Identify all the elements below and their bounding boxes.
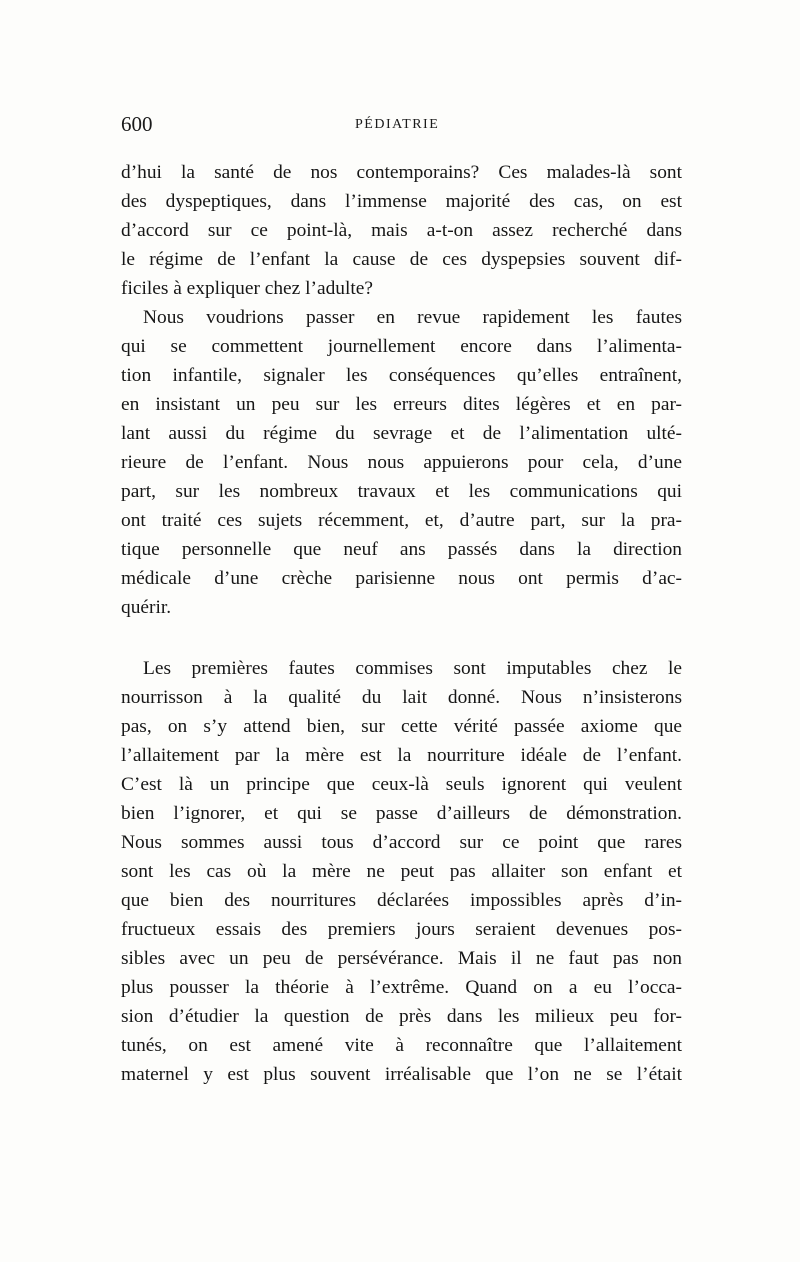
- paragraph-3: [121, 654, 682, 1089]
- text-line: ficiles à expliquer chez l’adulte?: [121, 278, 373, 299]
- text-line: Nous voudrions passer en revue rapidement les fautes: [143, 307, 682, 328]
- text-line: quérir.: [121, 597, 172, 618]
- text-line: d’hui la santé de nos contemporains? Ces malades-là sont: [121, 162, 682, 183]
- text-line: sibles avec un peu de persévérance. Mais il ne faut pas non: [121, 948, 682, 969]
- text-line: rieure de l’enfant. Nous nous appuierons pour cela, d’une: [121, 452, 682, 473]
- text-line: lant aussi du régime du sevrage et de l’alimentation ulté-: [121, 423, 682, 444]
- text-line: le régime de l’enfant la cause de ces dyspepsies souvent dif-: [121, 249, 682, 270]
- paragraph-2: [121, 303, 682, 622]
- text-line: bien l’ignorer, et qui se passe d’ailleurs de démonstration.: [121, 803, 682, 824]
- text-line: sont les cas où la mère ne peut pas allaiter son enfant et: [121, 861, 682, 882]
- text-line: en insistant un peu sur les erreurs dites légères et en par-: [121, 394, 682, 415]
- text-line: plus pousser la théorie à l’extrême. Quand on a eu l’occa-: [121, 977, 682, 998]
- text-line: fructueux essais des premiers jours seraient devenues pos-: [121, 919, 682, 940]
- text-line: tique personnelle que neuf ans passés dans la direction: [121, 539, 682, 560]
- running-head: [121, 112, 682, 142]
- text-line: Les premières fautes commises sont imputables chez le: [143, 658, 682, 679]
- text-line: nourrisson à la qualité du lait donné. Nous n’insisterons: [121, 687, 682, 708]
- text-line: qui se commettent journellement encore dans l’alimenta-: [121, 336, 682, 357]
- text-line: d’accord sur ce point-là, mais a-t-on assez recherché dans: [121, 220, 682, 241]
- text-line: maternel y est plus souvent irréalisable que l’on ne se l’était: [121, 1064, 682, 1085]
- text-line: C’est là un principe que ceux-là seuls ignorent qui veulent: [121, 774, 682, 795]
- text-line: sion d’étudier la question de près dans les milieux peu for-: [121, 1006, 682, 1027]
- text-line: médicale d’une crèche parisienne nous ont permis d’ac-: [121, 568, 682, 589]
- running-title: PÉDIATRIE: [355, 117, 440, 132]
- text-line: Nous sommes aussi tous d’accord sur ce point que rares: [121, 832, 682, 853]
- paragraph-1: [121, 158, 682, 303]
- text-line: l’allaitement par la mère est la nourriture idéale de l’enfant.: [121, 745, 682, 766]
- body-text: [121, 158, 682, 1089]
- text-line: pas, on s’y attend bien, sur cette vérité passée axiome que: [121, 716, 682, 737]
- page-number: 600: [121, 112, 153, 136]
- text-line: tion infantile, signaler les conséquences qu’elles entraînent,: [121, 365, 682, 386]
- text-line: des dyspeptiques, dans l’immense majorité des cas, on est: [121, 191, 682, 212]
- text-line: tunés, on est amené vite à reconnaître que l’allaitement: [121, 1035, 682, 1056]
- paragraph-gap: [121, 622, 682, 654]
- text-line: que bien des nourritures déclarées impossibles après d’in-: [121, 890, 682, 911]
- text-line: ont traité ces sujets récemment, et, d’autre part, sur la pra-: [121, 510, 682, 531]
- text-line: part, sur les nombreux travaux et les communications qui: [121, 481, 682, 502]
